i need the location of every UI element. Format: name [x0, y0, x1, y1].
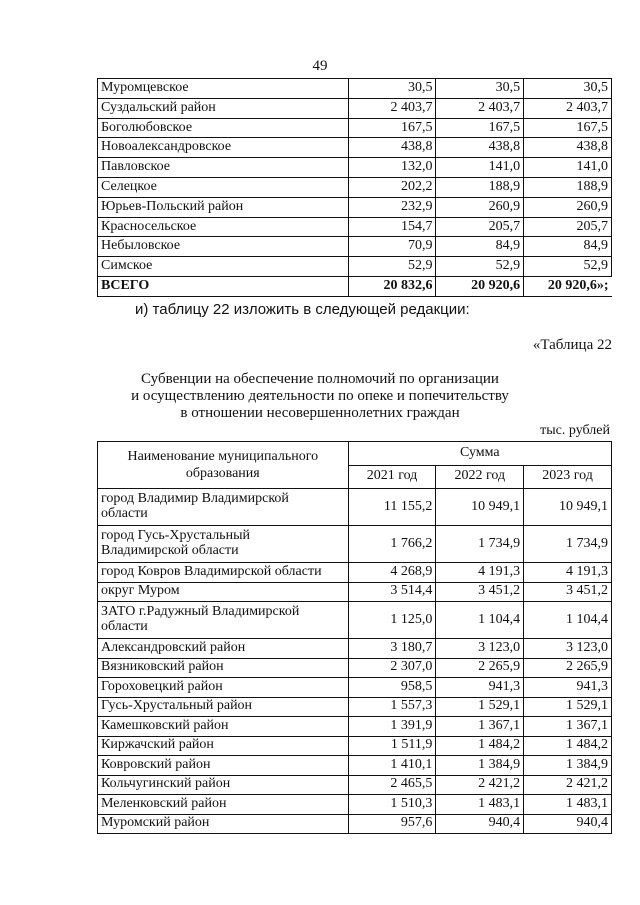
- value-2021: 30,5: [348, 79, 436, 99]
- header-name-line: образования: [185, 466, 260, 481]
- caption-line: и осуществлению деятельности по опеке и попечительству: [131, 388, 509, 404]
- value-2022: 1 104,4: [436, 602, 524, 639]
- municipality-name: [98, 678, 349, 698]
- value-2021: 1 766,2: [348, 526, 436, 563]
- header-name-line: Наименование муниципального: [127, 448, 319, 464]
- value-2021: 438,8: [348, 138, 436, 158]
- municipality-name: Селецкое: [98, 177, 349, 197]
- value-2023: 260,9: [524, 197, 612, 217]
- municipality-name-line: Гороховецкий район: [101, 678, 223, 694]
- total-2022: 20 920,6: [436, 276, 524, 296]
- municipality-name: [98, 736, 349, 756]
- municipality-name: Юрьев-Польский район: [98, 197, 349, 217]
- value-2022: 10 949,1: [436, 489, 524, 526]
- municipality-name: [98, 526, 349, 563]
- value-2022: 438,8: [436, 138, 524, 158]
- value-2022: 1 734,9: [436, 526, 524, 563]
- value-2022: 1 384,9: [436, 756, 524, 776]
- value-2023: 167,5: [524, 118, 612, 138]
- value-2023: 10 949,1: [524, 489, 612, 526]
- municipality-name-line: город Гусь-Хрустальный: [101, 528, 250, 544]
- municipality-name-line: город Ковров Владимирской области: [101, 563, 322, 579]
- header-sum-cell: Сумма: [348, 442, 611, 466]
- municipality-name-line: области: [101, 506, 148, 521]
- units-label: тыс. рублей: [540, 423, 610, 438]
- value-2022: 941,3: [436, 678, 524, 698]
- value-2023: 205,7: [524, 217, 612, 237]
- value-2022: 940,4: [436, 814, 524, 834]
- table-row: [98, 138, 612, 158]
- municipality-name: [98, 717, 349, 737]
- value-2023: 141,0: [524, 158, 612, 178]
- municipality-name-line: Ковровский район: [101, 756, 211, 772]
- value-2023: 30,5: [524, 79, 612, 99]
- value-2021: 52,9: [348, 257, 436, 277]
- municipality-name: Муромцевское: [98, 79, 349, 99]
- instruction-text: и) таблицу 22 изложить в следующей редакции:: [135, 301, 470, 318]
- value-2023: 1 484,2: [524, 736, 612, 756]
- municipality-name-line: Меленковский район: [101, 795, 227, 811]
- municipality-name-line: ЗАТО г.Радужный Владимирской: [101, 604, 300, 620]
- value-2021: 1 410,1: [348, 756, 436, 776]
- table-row: [98, 697, 612, 717]
- table-row: [98, 658, 612, 678]
- value-2023: 1 529,1: [524, 697, 612, 717]
- caption-line: Субвенции на обеспечение полномочий по организации: [141, 371, 499, 387]
- value-2022: 52,9: [436, 257, 524, 277]
- value-2023: 2 403,7: [524, 98, 612, 118]
- municipality-name-line: округ Муром: [101, 583, 180, 599]
- table-row: [98, 582, 612, 602]
- municipality-name: [98, 814, 349, 834]
- municipality-name-line: Вязниковский район: [101, 659, 224, 675]
- municipality-name-line: Владимирской области: [101, 543, 239, 558]
- value-2021: 2 465,5: [348, 775, 436, 795]
- value-2021: 3 514,4: [348, 582, 436, 602]
- value-2021: 167,5: [348, 118, 436, 138]
- value-2023: 84,9: [524, 237, 612, 257]
- table-row: [98, 217, 612, 237]
- municipality-name: [98, 697, 349, 717]
- value-2023: 941,3: [524, 678, 612, 698]
- value-2021: 154,7: [348, 217, 436, 237]
- municipality-name: [98, 756, 349, 776]
- header-name-cell: [98, 442, 349, 489]
- value-2022: 3 451,2: [436, 582, 524, 602]
- value-2023: 4 191,3: [524, 563, 612, 583]
- total-2021: 20 832,6: [348, 276, 436, 296]
- table-row: [98, 678, 612, 698]
- table-row: [98, 197, 612, 217]
- value-2021: 132,0: [348, 158, 436, 178]
- municipality-name: Симское: [98, 257, 349, 277]
- municipality-name: [98, 775, 349, 795]
- municipality-name: [98, 563, 349, 583]
- value-2022: 167,5: [436, 118, 524, 138]
- table-row: [98, 814, 612, 834]
- value-2023: 3 451,2: [524, 582, 612, 602]
- municipality-name: [98, 658, 349, 678]
- table-row: [98, 158, 612, 178]
- value-2021: 1 511,9: [348, 736, 436, 756]
- value-2022: 2 403,7: [436, 98, 524, 118]
- header-year-2021: 2021 год: [348, 465, 436, 489]
- value-2022: 1 367,1: [436, 717, 524, 737]
- value-2023: 188,9: [524, 177, 612, 197]
- header-year-2022: 2022 год: [436, 465, 524, 489]
- municipality-name: Боголюбовское: [98, 118, 349, 138]
- value-2021: 202,2: [348, 177, 436, 197]
- table-row: [98, 237, 612, 257]
- municipality-name: [98, 639, 349, 659]
- value-2021: 1 125,0: [348, 602, 436, 639]
- table-row: [98, 526, 612, 563]
- value-2021: 11 155,2: [348, 489, 436, 526]
- table-22: [97, 441, 612, 834]
- value-2021: 1 510,3: [348, 795, 436, 815]
- municipality-name-line: Гусь-Хрустальный район: [101, 698, 253, 714]
- municipality-name: [98, 795, 349, 815]
- value-2021: 2 403,7: [348, 98, 436, 118]
- table-row: [98, 639, 612, 659]
- municipality-name-line: Кольчугинский район: [101, 776, 231, 792]
- municipality-name: Небыловское: [98, 237, 349, 257]
- total-2023: 20 920,6»;: [524, 276, 612, 296]
- value-2023: 1 483,1: [524, 795, 612, 815]
- municipality-name: Красносельское: [98, 217, 349, 237]
- table-row: [98, 736, 612, 756]
- value-2022: 84,9: [436, 237, 524, 257]
- table-row: [98, 489, 612, 526]
- table-row: [98, 257, 612, 277]
- municipality-name: Суздальский район: [98, 98, 349, 118]
- value-2023: 2 265,9: [524, 658, 612, 678]
- municipality-name: Павловское: [98, 158, 349, 178]
- municipality-name: [98, 582, 349, 602]
- table-row: [98, 79, 612, 99]
- total-label: ВСЕГО: [98, 276, 349, 296]
- municipality-name-line: области: [101, 619, 148, 634]
- municipality-name-line: город Владимир Владимирской: [101, 491, 289, 507]
- municipality-name-line: Киржачский район: [101, 737, 214, 753]
- value-2021: 957,6: [348, 814, 436, 834]
- table-row: [98, 602, 612, 639]
- value-2021: 232,9: [348, 197, 436, 217]
- value-2022: 1 529,1: [436, 697, 524, 717]
- municipality-name-line: Камешковский район: [101, 717, 229, 733]
- table-row: [98, 563, 612, 583]
- value-2023: 438,8: [524, 138, 612, 158]
- value-2023: 3 123,0: [524, 639, 612, 659]
- value-2022: 2 421,2: [436, 775, 524, 795]
- table-row: [98, 775, 612, 795]
- value-2021: 70,9: [348, 237, 436, 257]
- value-2021: 958,5: [348, 678, 436, 698]
- value-2021: 2 307,0: [348, 658, 436, 678]
- table-row: [98, 118, 612, 138]
- value-2022: 188,9: [436, 177, 524, 197]
- caption-line: в отношении несовершеннолетних граждан: [180, 405, 460, 421]
- value-2022: 30,5: [436, 79, 524, 99]
- value-2022: 2 265,9: [436, 658, 524, 678]
- value-2022: 205,7: [436, 217, 524, 237]
- municipality-name: Новоалександровское: [98, 138, 349, 158]
- header-year-2023: 2023 год: [524, 465, 612, 489]
- value-2023: 1 367,1: [524, 717, 612, 737]
- value-2022: 4 191,3: [436, 563, 524, 583]
- value-2021: 1 391,9: [348, 717, 436, 737]
- value-2023: 52,9: [524, 257, 612, 277]
- value-2022: 141,0: [436, 158, 524, 178]
- page-number: 49: [312, 58, 328, 74]
- value-2023: 2 421,2: [524, 775, 612, 795]
- value-2021: 4 268,9: [348, 563, 436, 583]
- value-2022: 260,9: [436, 197, 524, 217]
- previous-table: [97, 78, 612, 297]
- value-2022: 3 123,0: [436, 639, 524, 659]
- value-2022: 1 484,2: [436, 736, 524, 756]
- value-2023: 1 734,9: [524, 526, 612, 563]
- table-caption: [0, 371, 640, 422]
- value-2022: 1 483,1: [436, 795, 524, 815]
- table-row: [98, 717, 612, 737]
- table-row: [98, 98, 612, 118]
- value-2021: 3 180,7: [348, 639, 436, 659]
- value-2023: 1 104,4: [524, 602, 612, 639]
- total-row: [98, 276, 612, 296]
- value-2021: 1 557,3: [348, 697, 436, 717]
- table-row: [98, 795, 612, 815]
- municipality-name: [98, 489, 349, 526]
- table-label: «Таблица 22: [532, 337, 612, 353]
- value-2023: 1 384,9: [524, 756, 612, 776]
- header-row: [98, 442, 612, 466]
- municipality-name-line: Александровский район: [101, 639, 246, 655]
- municipality-name: [98, 602, 349, 639]
- municipality-name-line: Муромский район: [101, 815, 210, 831]
- value-2023: 940,4: [524, 814, 612, 834]
- table-row: [98, 177, 612, 197]
- table-row: [98, 756, 612, 776]
